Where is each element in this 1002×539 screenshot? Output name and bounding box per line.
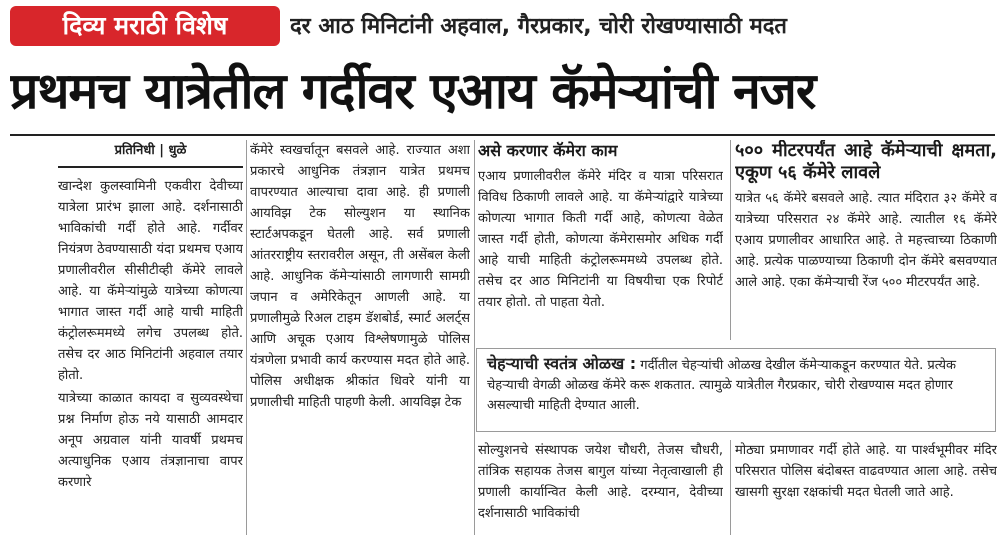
article-column-3 [478,140,723,345]
byline: प्रतिनिधी | धुळे [58,140,243,168]
article-column-4 [735,140,997,345]
column-divider [730,440,731,535]
info-box [476,348,996,432]
headline: प्रथमच यात्रेतील गर्दीवर एआय कॅमेऱ्यांची नजर [10,62,816,120]
article-continuation-left: सोल्युशनचे संस्थापक जयेश चौधरी, तेजस चौधरी, तांत्रिक सहायक तेजस बागुल यांच्या नेतृत्वाखाली ही प्रणाली कार्यान्वित केली आहे. दरम्यान, देवीच्या दर्शनासाठी भाविकांची [478,443,723,521]
article-continuation-right: मोठ्या प्रमाणावर गर्दी होते आहे. या पार्श्वभूमीवर मंदिर परिसरात पोलिस बंदोबस्त वाढवण्यात आला आहे. तसेच खासगी सुरक्षा रक्षकांची मदत घेतली जाते आहे. [735,443,997,500]
paragraph: यात्रेच्या काळात कायदा व सुव्यवस्थेचा प्रश्न निर्माण होऊ नये यासाठी आमदार अनूप अग्रवाल यांनी यावर्षी प्रथमच अत्याधुनिक एआय तंत्रज्ञानाचा वापर करणारे [58,391,243,490]
paragraph: कॅमेरे स्वखर्चातून बसवले आहे. राज्यात अशा प्रकारचे आधुनिक तंत्रज्ञान यात्रेत प्रथमच वापरण्यात आल्याचा दावा आहे. ही प्रणाली आयविझ टेक सोल्युशन या स्थानिक स्टार्टअपकडून घेतली आहे. सर्व प्रणाली आंतरराष्ट्रीय स्तरावरील असून, ती असेंबल केली आहे. आधुनिक कॅमेऱ्यांसाठी लागणारी सामग्री जपान व अमेरिकेतून आणली आहे. या प्रणालीमुळे रिअल टाइम डॅशबोर्ड, स्मार्ट अलर्ट्स आणि अचूक एआय विश्लेषणामुळे पोलिस यंत्रणेला प्रभावी कार्य करण्यास मदत होते आहे. पोलिस अधीक्षक श्रीकांत धिवरे यांनी या प्रणालीची माहिती पाहणी केली. आयविझ टेक [250,143,470,410]
paragraph: यात्रेत ५६ कॅमेरे बसवले आहे. त्यात मंदिरात ३२ कॅमेरे व यात्रेच्या परिसरात २४ कॅमेरे आहे. त्यातील १६ कॅमेरे एआय प्रणालीवर आधारित आहे. ते महत्त्वाच्या ठिकाणी आहे. प्रत्येक पाळण्याच्या ठिकाणी दोन कॅमेरे बसवण्यात आले आहे. एका कॅमेऱ्याची रेंज ५०० मीटरपर्यंत आहे. [735,191,997,290]
paragraph: खान्देश कुलस्वामिनी एकवीरा देवीच्या यात्रेला प्रारंभ झाला आहे. दर्शनासाठी भाविकांची गर्दी होते आहे. गर्दीवर नियंत्रण ठेवण्यासाठी यंदा प्रथमच एआय प्रणालीवरील सीसीटीव्ही कॅमेरे लावले आहे. या कॅमेऱ्यांमुळे यात्रेच्या कोणत्या भागात जास्त गर्दी आहे याची माहिती कंट्रोलरूममध्ये लगेच उपलब्ध होते. तसेच दर आठ मिनिटांनी अहवाल तयार होतो. [58,179,243,383]
article-column-1 [58,140,243,535]
column-divider [730,140,731,340]
subheading: असे करणार कॅमेरा काम [478,141,618,160]
article-column-2 [250,140,470,535]
column-divider [474,140,475,535]
paragraph: एआय प्रणालीवरील कॅमेरे मंदिर व यात्रा परिसरात विविध ठिकाणी लावले आहे. या कॅमेऱ्यांद्वारे यात्रेच्या कोणत्या भागात किती गर्दी आहे, कोणत्या वेळेत जास्त गर्दी होती, कोणत्या कॅमेरासमोर अधिक गर्दी आहे याची माहिती कंट्रोलरूममध्ये उपलब्ध होते. तसेच दर आठ मिनिटांनी या विषयीचा एक रिपोर्ट तयार होतो. तो पाहता येतो. [478,169,723,310]
subheading: ५०० मीटरपर्यंत आहे कॅमेऱ्याची क्षमता, एकूण ५६ कॅमेरे लावले [735,140,997,183]
info-box-text: गर्दीतील चेहऱ्यांची ओळख देखील कॅमेऱ्याकडून करण्यात येते. प्रत्येक चेहऱ्याची वेगळी ओळख कॅमेरे करू शकतात. त्यामुळे यात्रेतील गैरप्रकार, चोरी रोखण्यास मदत होणार असल्याची माहिती देण्यात आली. [487,358,957,413]
kicker-line: दर आठ मिनिटांनी अहवाल, गैरप्रकार, चोरी रोखण्यासाठी मदत [290,14,787,39]
section-badge: दिव्य मराठी विशेष [10,6,280,46]
column-divider [246,140,247,535]
headline-rule [10,134,995,136]
info-box-title: चेहऱ्याची स्वतंत्र ओळख : [487,354,637,373]
